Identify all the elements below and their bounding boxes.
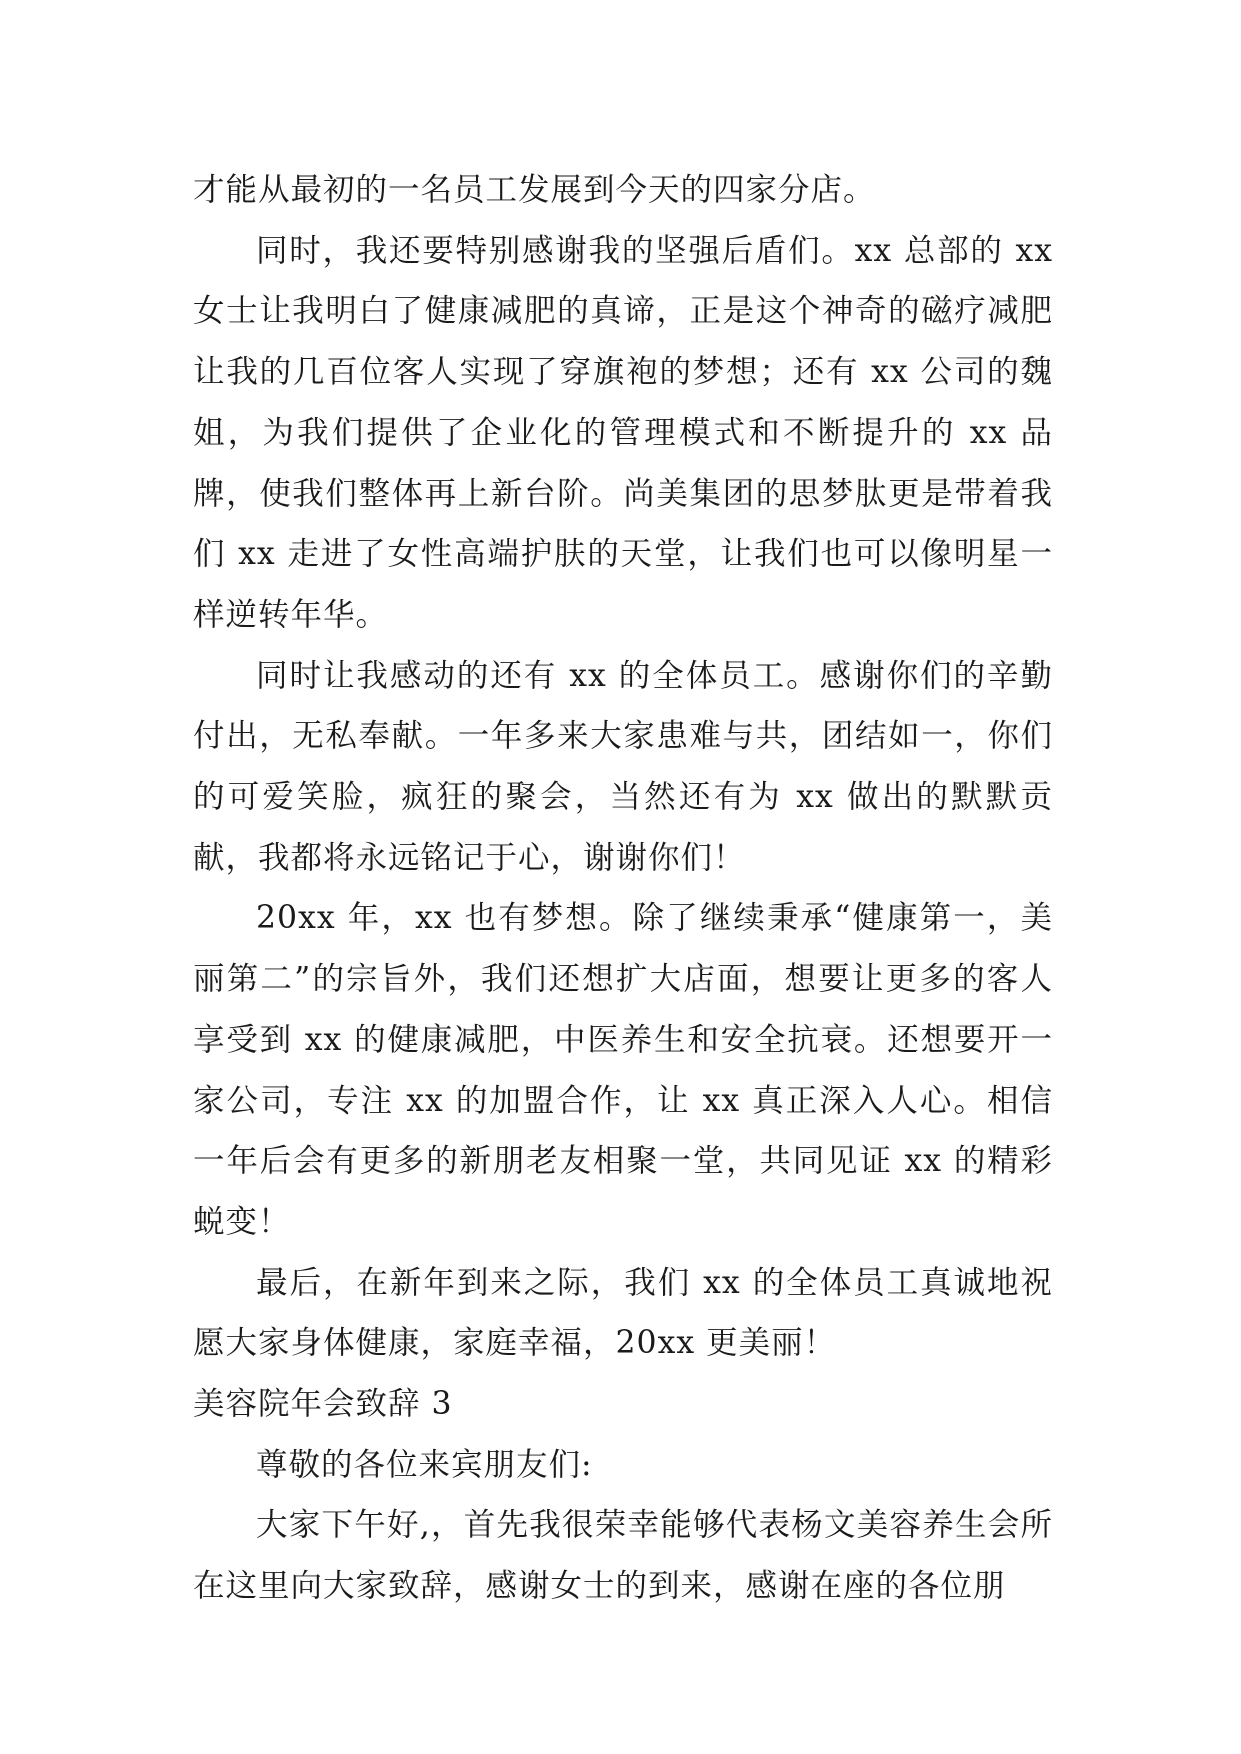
paragraph-salutation: 尊敬的各位来宾朋友们: <box>256 1446 593 1483</box>
paragraph-dreams: 20xx 年，xx 也有梦想。除了继续秉承“健康第一，美丽第二”的宗旨外，我们还想扩大店面，想要让更多的客人享受到 xx 的健康减肥，中医养生和安全抗衰。还想要开一家公司，专注 xx 的加盟合作，让 xx 真正深入人心。相信一年后会有更多的新朋老友相聚一堂，共同见证 xx 的精彩蜕变！ <box>193 900 1053 1240</box>
paragraph-greeting: 大家下午好,，首先我很荣幸能够代表杨文美容养生会所在这里向大家致辞，感谢女士的到来，感谢在座的各位朋 <box>193 1507 1053 1605</box>
section-heading: 美容院年会致辞 3 <box>193 1386 453 1423</box>
paragraph-thanks-partners: 同时，我还要特别感谢我的坚强后盾们。xx 总部的 xx 女士让我明白了健康减肥的真谛，正是这个神奇的磁疗减肥让我的几百位客人实现了穿旗袍的梦想；还有 xx 公司的魏姐，为我们提供了企业化的管理模式和不断提升的 xx 品牌，使我们整体再上新台阶。尚美集团的思梦肽更是带着我们 xx 走进了女性高端护肤的天堂，让我们也可以像明星一样逆转年华。 <box>193 232 1053 633</box>
paragraph-thanks-staff: 同时让我感动的还有 xx 的全体员工。感谢你们的辛勤付出，无私奉献。一年多来大家患难与共，团结如一，你们的可爱笑脸，疯狂的聚会，当然还有为 xx 做出的默默贡献，我都将永远铭记于心，谢谢你们！ <box>193 657 1053 876</box>
paragraph-continuation: 才能从最初的一名员工发展到今天的四家分店。 <box>193 172 876 208</box>
paragraph-closing-wishes: 最后，在新年到来之际，我们 xx 的全体员工真诚地祝愿大家身体健康，家庭幸福，20xx 更美丽！ <box>193 1264 1053 1362</box>
document-body <box>193 160 1053 1617</box>
